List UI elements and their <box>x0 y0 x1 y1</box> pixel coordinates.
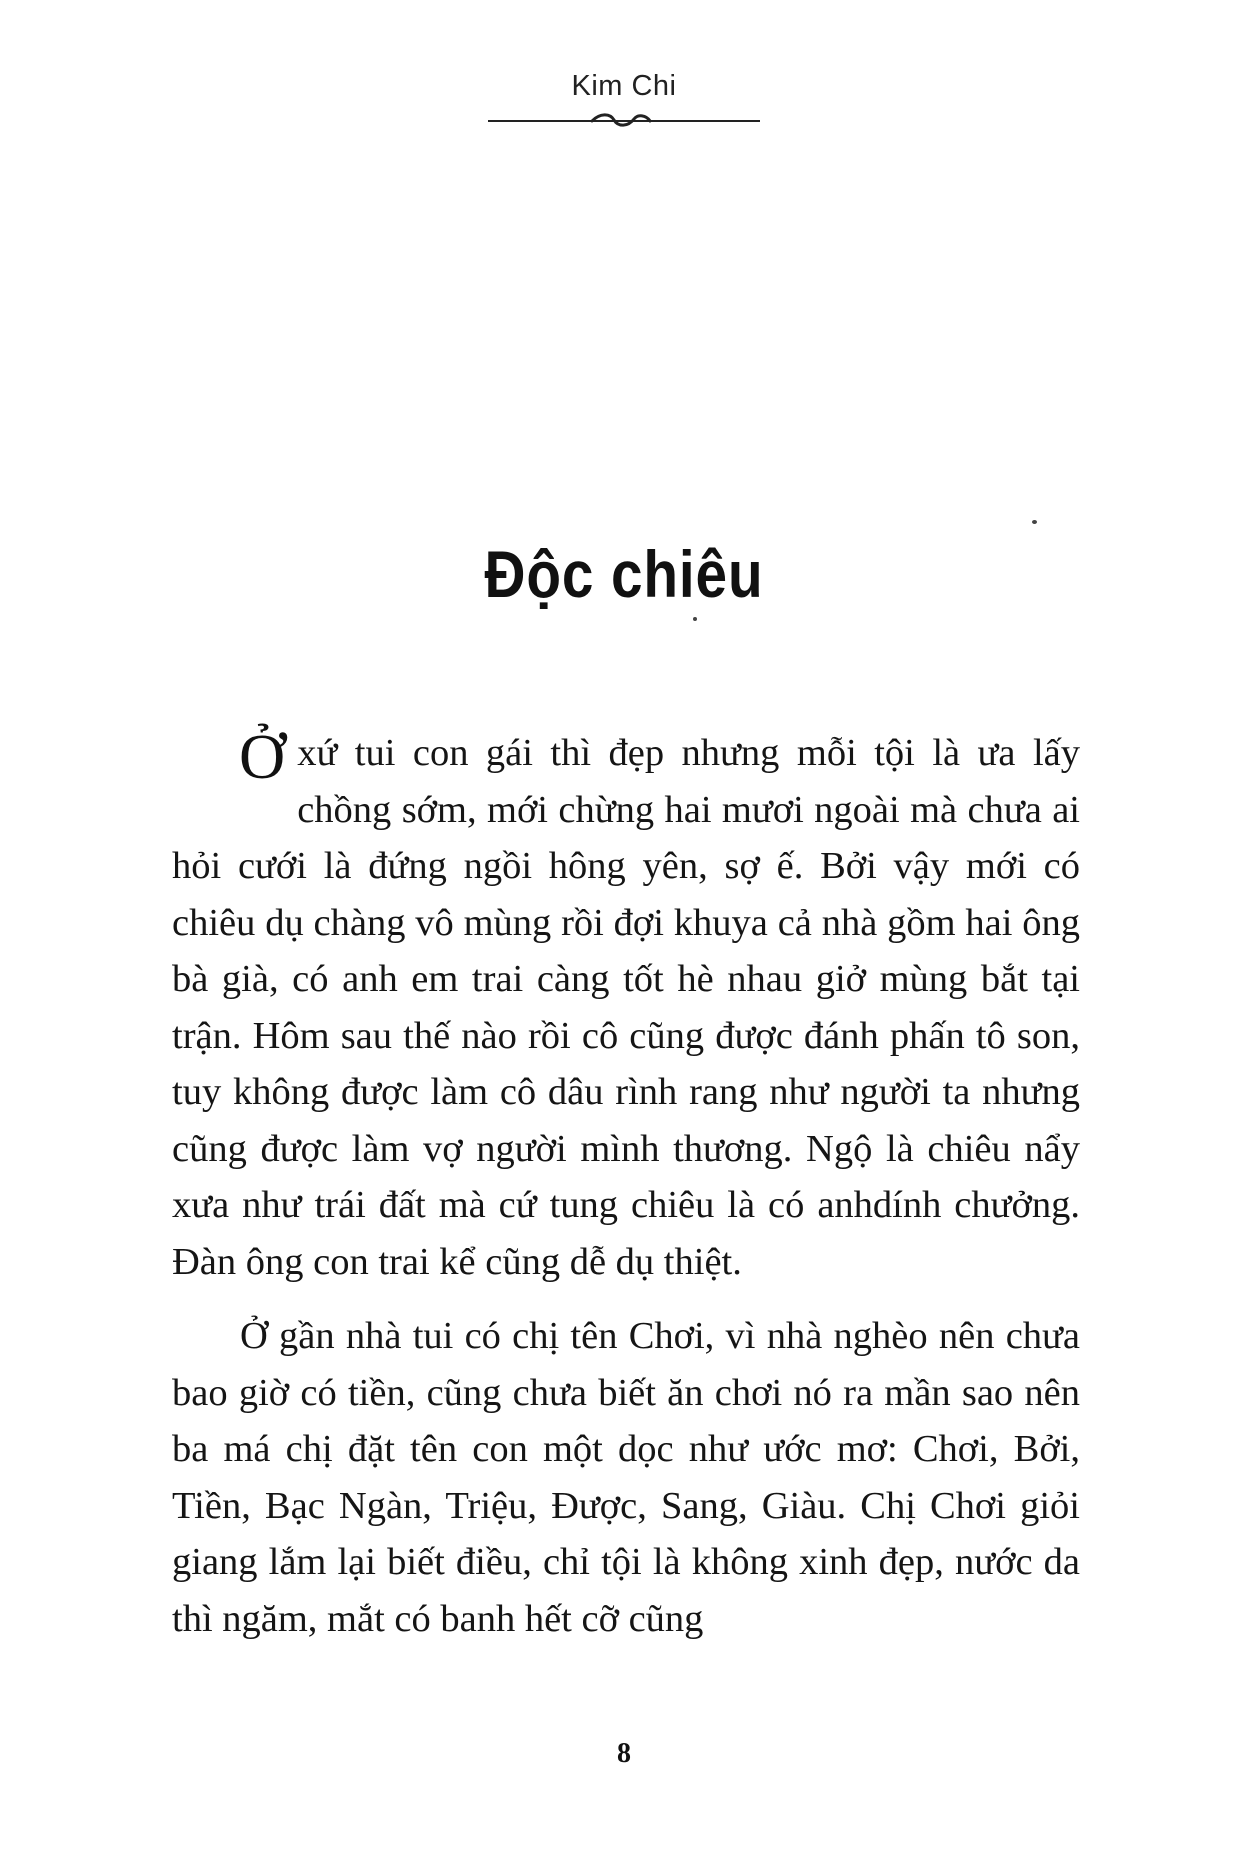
running-head: Kim Chi <box>571 70 677 102</box>
body-text <box>172 721 1080 1647</box>
drop-cap: Ở <box>239 721 286 792</box>
chapter-title: Độc chiêu <box>484 537 764 612</box>
print-speck <box>1032 520 1037 524</box>
paragraph-1 <box>172 721 1080 1290</box>
paragraph-1-text: xứ tui con gái thì đẹp nhưng mỗi tội là ưa lấy chồng sớm, mới chừng hai mươi ngoài mà chưa ai hỏi cưới là đứng ngồi hông yên, sợ ế. Bởi vậy mới có chiêu dụ chàng vô mùng rồi đợi khuya cả nhà gồm hai ông bà già, có anh em trai càng tốt hè nhau giở mùng bắt tại trận. Hôm sau thế nào rồi cô cũng được đánh phấn tô son, tuy không được làm cô dâu rình rang như người ta nhưng cũng được làm vợ người mình thương. Ngộ là chiêu nẩy xưa như trái đất mà cứ tung chiêu là có anhdính chưởng. Đàn ông con trai kể cũng dễ dụ thiệt. <box>172 732 1080 1283</box>
page-number: 8 <box>617 1738 631 1769</box>
swash-divider-icon <box>488 110 760 132</box>
paragraph-2: Ở gần nhà tui có chị tên Chơi, vì nhà nghèo nên chưa bao giờ có tiền, cũng chưa biết ăn chơi nó ra mần sao nên ba má chị đặt tên con một dọc như ước mơ: Chơi, Bởi, Tiền, Bạc Ngàn, Triệu, Được, Sang, Giàu. Chị Chơi giỏi giang lắm lại biết điều, chỉ tội là không xinh đẹp, nước da thì ngăm, mắt có banh hết cỡ cũng <box>172 1315 1080 1640</box>
print-speck <box>693 617 697 621</box>
